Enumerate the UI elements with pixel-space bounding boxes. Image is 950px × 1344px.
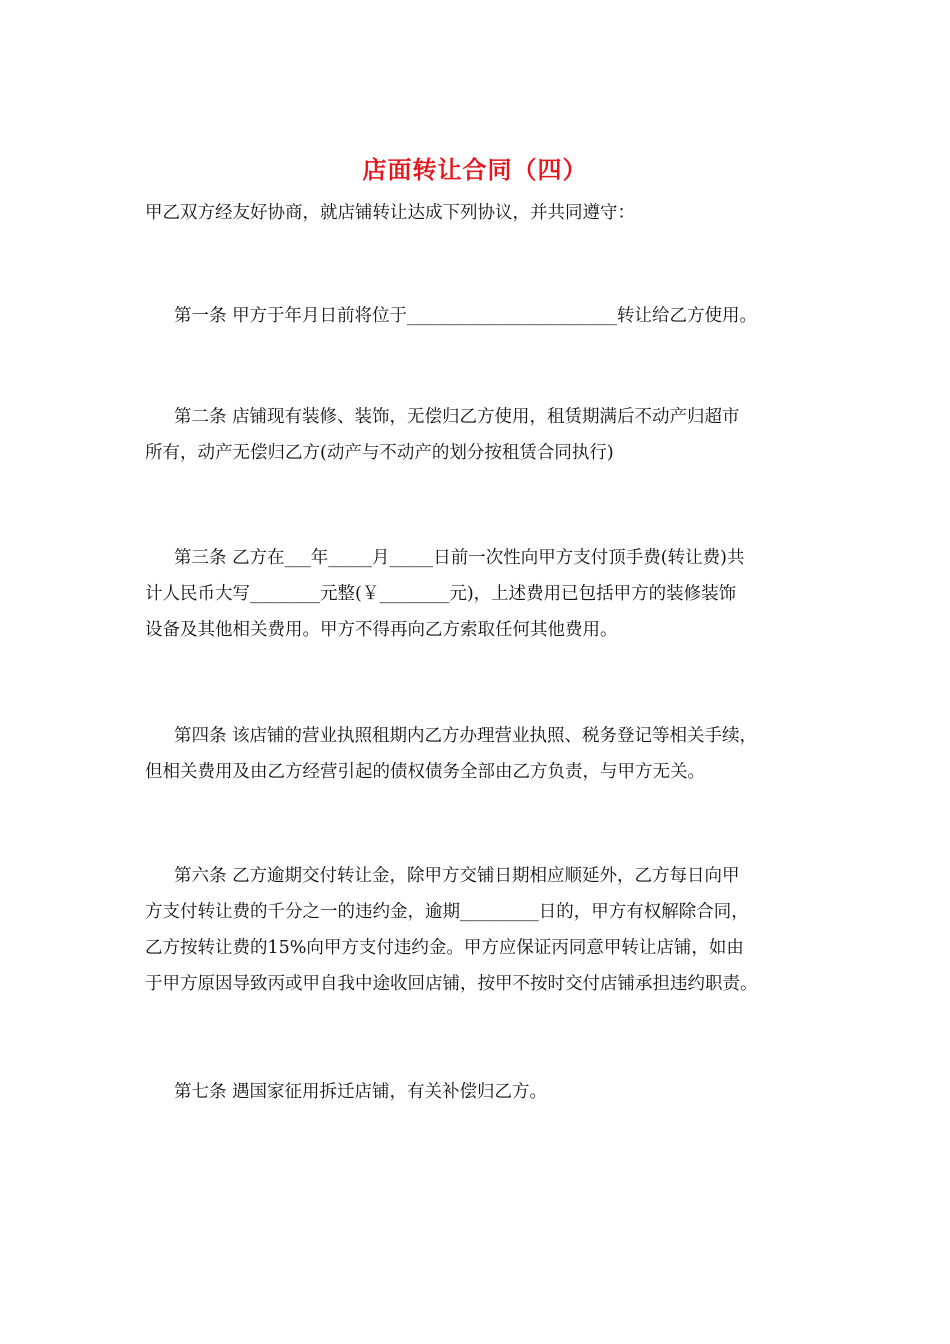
clause-line: 方支付转让费的千分之一的违约金，逾期_________日的，甲方有权解除合同，: [145, 902, 749, 922]
clause-line: 计人民币大写________元整(￥________元)，上述费用已包括甲方的装修装饰: [145, 584, 737, 604]
clause-3: [145, 540, 744, 648]
clause-6: [145, 858, 758, 1002]
clause-line: 第二条 店铺现有装修、装饰，无偿归乙方使用，租赁期满后不动产归超市: [174, 407, 740, 427]
document-title: 店面转让合同（四）: [362, 155, 588, 184]
clause-line: 但相关费用及由乙方经营引起的债权债务全部由乙方负责，与甲方无关。: [145, 762, 705, 782]
clause-1: [145, 298, 757, 334]
clause-7: [145, 1074, 547, 1110]
clause-line: 于甲方原因导致丙或甲自我中途收回店铺，按甲不按时交付店铺承担违约职责。: [145, 974, 758, 994]
clause-line: 第一条 甲方于年月日前将位于________________________转让给乙方使用。: [174, 306, 758, 326]
clause-line: 第七条 遇国家征用拆迁店铺，有关补偿归乙方。: [174, 1082, 548, 1102]
clause-line: 第四条 该店铺的营业执照租期内乙方办理营业执照、税务登记等相关手续，: [174, 726, 758, 746]
intro-paragraph: 甲乙双方经友好协商，就店铺转让达成下列协议，并共同遵守：: [145, 203, 635, 223]
clause-line: 乙方按转让费的15%向甲方支付违约金。甲方应保证丙同意甲转让店铺，如由: [145, 938, 744, 958]
clause-line: 第三条 乙方在___年_____月_____日前一次性向甲方支付顶手费(转让费)共: [174, 548, 745, 568]
clause-line: 所有，动产无偿归乙方(动产与不动产的划分按租赁合同执行): [145, 443, 614, 463]
clause-2: [145, 399, 740, 471]
clause-4: [145, 718, 757, 790]
clause-line: 设备及其他相关费用。甲方不得再向乙方索取任何其他费用。: [145, 620, 618, 640]
clause-line: 第六条 乙方逾期交付转让金，除甲方交铺日期相应顺延外，乙方每日向甲: [174, 866, 740, 886]
